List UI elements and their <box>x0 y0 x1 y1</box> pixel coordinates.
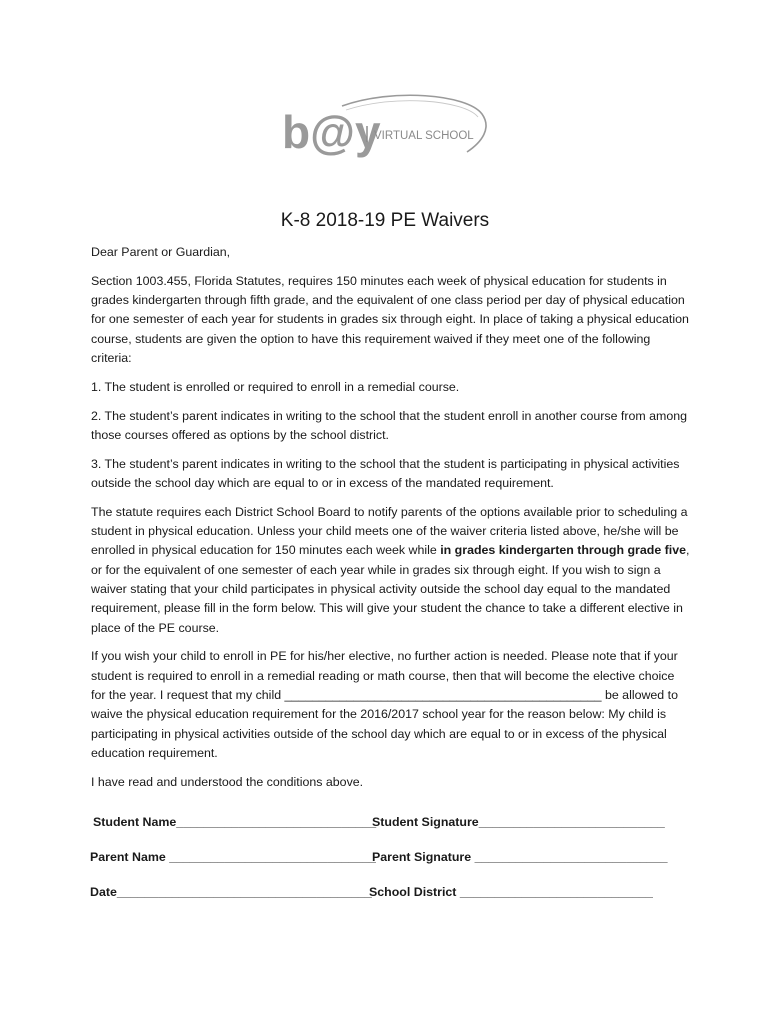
intro-paragraph: Section 1003.455, Florida Statutes, requires 150 minutes each week of physical education for students in grades kindergarten through fifth grade, and the equivalent of one class period per day of physical education for one semester of each year for students in grades six through eight. In place of taking a physical education course, students are given the option to have this requirement waived if they meet one of the following criteria: <box>91 273 689 365</box>
statute-paragraph <box>91 503 691 638</box>
criteria-item-1: 1. The student is enrolled or required to enroll in a remedial course. <box>91 379 460 394</box>
criteria-item-3: 3. The student’s parent indicates in writing to the school that the student is participating in physical activities outside the school day which are equal to or in excess of the mandated requirement. <box>91 456 680 490</box>
form-row-date <box>90 885 693 920</box>
statute-bold-text: in grades kindergarten through grade five <box>440 543 687 558</box>
criteria-item-2: 2. The student’s parent indicates in writing to the school that the student enroll in another course from among those courses offered as options by the school district. <box>91 408 688 442</box>
date-field[interactable]: Date_____________________________________ <box>90 885 372 899</box>
logo-tagline: VIRTUAL SCHOOL <box>374 130 474 142</box>
parent-signature-field[interactable]: Parent Signature ____________________________ <box>372 850 668 864</box>
elective-paragraph: If you wish your child to enroll in PE for his/her elective, no further action is needed. Please note that if your student is required to enroll in a remedial reading or math course, then that will become the elective choice for the year. I request that my child ______________________________________________ be allowed to waive the physical education requirement for the 2016/2017 school year for the reason below: My child is participating in physical activities outside of the school day which are equal to or in excess of the physical education requirement. <box>91 649 678 760</box>
logo-brand-text: b@y <box>282 106 381 158</box>
student-name-field[interactable]: Student Name_____________________________ <box>93 815 377 829</box>
form-row-student <box>93 815 693 850</box>
page-title: K-8 2018-19 PE Waivers <box>280 210 490 231</box>
student-signature-field[interactable]: Student Signature___________________________ <box>372 815 665 829</box>
school-district-field[interactable]: School District ____________________________ <box>369 885 653 899</box>
school-logo <box>282 92 492 158</box>
acknowledge-paragraph: I have read and understood the conditions above. <box>91 774 364 789</box>
statute-text-a: The statute requires each District School Board to notify parents of the options available prior to scheduling a student in physical education. Unless your child meets one of the waiver criteria listed above, he/she will be enrolled in physical education for 150 minutes each week while <box>91 504 688 558</box>
signature-form <box>90 815 693 920</box>
letter-body <box>91 243 691 801</box>
form-row-parent <box>90 850 693 885</box>
bay-virtual-school-logo-icon <box>282 92 492 158</box>
statute-text-b: , or for the equivalent of one semester of each year while in grades six through eight. If you wish to sign a waiver stating that your child participates in physical activity outside the school day equal to the mandated requirement, please fill in the form below. This will give your student the chance to take a different elective in place of the PE course. <box>91 543 690 635</box>
salutation: Dear Parent or Guardian, <box>91 245 231 259</box>
parent-name-field[interactable]: Parent Name ______________________________ <box>90 850 376 864</box>
